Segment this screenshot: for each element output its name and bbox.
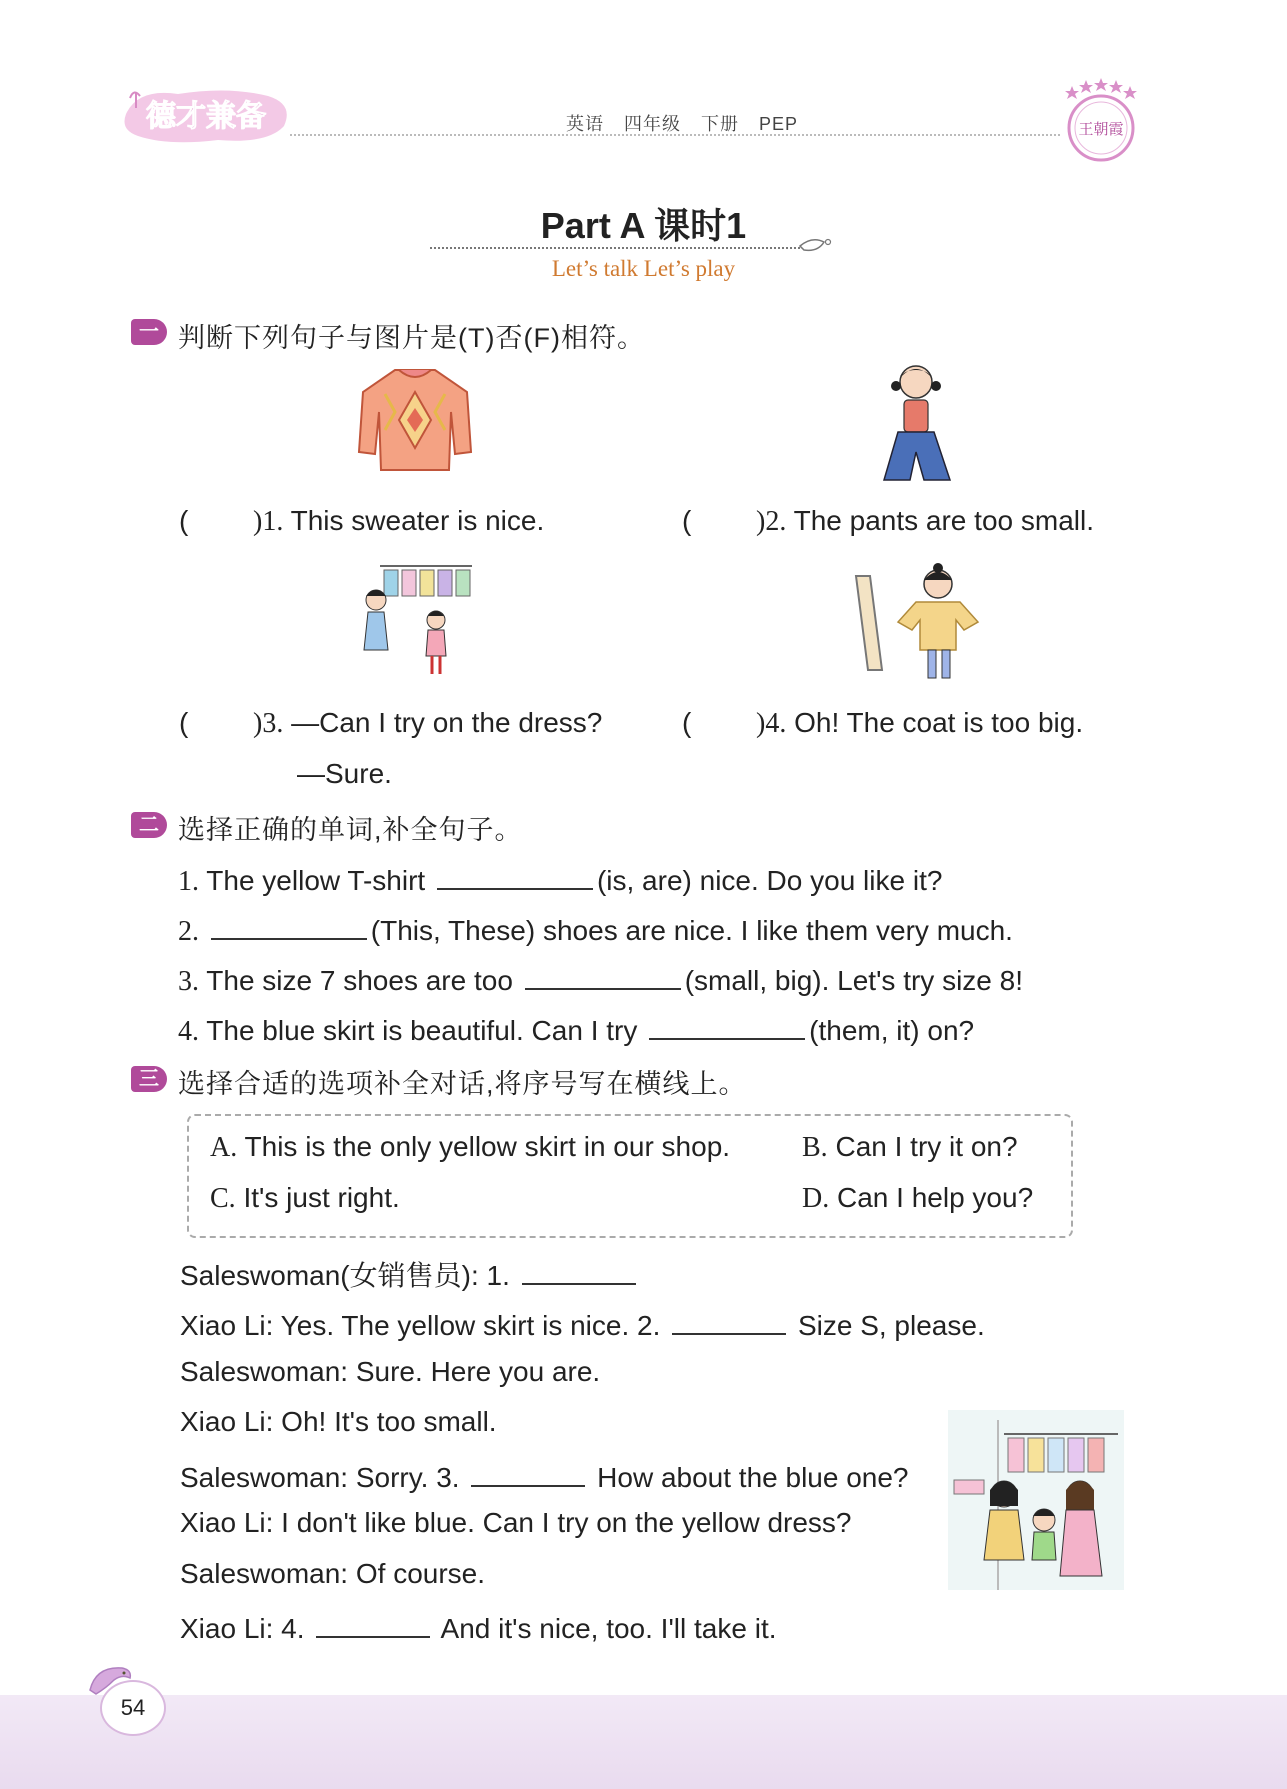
fill-item-1 — [178, 860, 942, 898]
dialogue-line-7: Saleswoman: Of course. — [180, 1558, 486, 1589]
dialogue-line-2-after: Size S, please. — [797, 1310, 985, 1341]
lesson-title: Part A 课时1 — [540, 205, 747, 246]
fill-item-4-after: (them, it) on? — [809, 1015, 975, 1046]
option-d-text: Can I help you? — [837, 1182, 1034, 1213]
answer-paren-3: ( — [179, 707, 189, 738]
dialogue-line-2-text: Xiao Li: Yes. The yellow skirt is nice. 2. — [180, 1310, 661, 1341]
answer-paren-4: ( — [682, 707, 692, 738]
tf-item-3-reply: —Sure. — [297, 758, 392, 789]
dialogue-line-1 — [180, 1254, 640, 1294]
option-b — [802, 1131, 1018, 1164]
answer-blank[interactable] — [211, 910, 367, 940]
dialogue-line-8-after: And it's nice, too. I'll take it. — [440, 1613, 777, 1644]
fill-item-4-num: 4. — [178, 1016, 199, 1047]
logo-text: 德才兼备 — [146, 99, 266, 134]
tf-item-4 — [756, 707, 1083, 740]
section-2-badge: 二 — [131, 812, 167, 838]
answer-blank[interactable] — [649, 1010, 805, 1040]
answer-paren-2: ( — [682, 505, 692, 536]
answer-blank[interactable] — [316, 1608, 430, 1638]
tf-item-1-num: )1. — [253, 506, 284, 537]
option-b-text: Can I try it on? — [835, 1131, 1018, 1162]
fill-item-1-after: (is, are) nice. Do you like it? — [596, 865, 943, 896]
tf-item-1 — [253, 505, 544, 538]
option-d — [802, 1182, 1033, 1215]
fill-item-3 — [178, 960, 1023, 998]
option-d-letter: D. — [802, 1183, 830, 1214]
option-c-text: It's just right. — [243, 1182, 400, 1213]
answer-blank[interactable] — [437, 860, 593, 890]
answer-paren-1: ( — [179, 505, 189, 536]
brand-logo — [118, 84, 294, 146]
answer-blank[interactable] — [471, 1457, 585, 1487]
tf-item-2 — [756, 505, 1094, 538]
dialogue-line-8-text: Xiao Li: 4. — [180, 1613, 305, 1644]
girl-pants-image — [876, 362, 956, 484]
answer-blank[interactable] — [522, 1255, 636, 1285]
dialogue-line-4: Xiao Li: Oh! It's too small. — [180, 1406, 497, 1437]
section-3-instruction: 选择合适的选项补全对话,将序号写在横线上。 — [178, 1069, 747, 1099]
option-c — [210, 1182, 400, 1215]
author-seal — [1060, 78, 1142, 164]
page-number: 54 — [100, 1680, 166, 1736]
dialogue-line-1-text: Saleswoman(女销售员): 1. — [180, 1260, 510, 1291]
dialogue-line-5-text: Saleswoman: Sorry. 3. — [180, 1462, 460, 1493]
option-a-text: This is the only yellow skirt in our shop. — [244, 1131, 731, 1162]
answer-blank[interactable] — [672, 1305, 786, 1335]
fill-item-3-after: (small, big). Let's try size 8! — [684, 965, 1024, 996]
fill-item-1-num: 1. — [178, 866, 199, 897]
tf-item-4-text: Oh! The coat is too big. — [794, 707, 1084, 738]
book-info: 英语 四年级 下册 PEP — [566, 114, 799, 134]
fill-item-4 — [178, 1010, 974, 1048]
leaf-icon — [798, 236, 832, 256]
tf-item-3 — [253, 707, 602, 740]
tf-item-3-text: —Can I try on the dress? — [291, 707, 603, 738]
section-3-badge: 三 — [131, 1066, 167, 1092]
tf-item-3-num: )3. — [253, 708, 284, 739]
shop-scene-image — [948, 1410, 1124, 1590]
girl-coat-image — [852, 560, 982, 684]
tf-item-4-num: )4. — [756, 708, 787, 739]
sweater-image — [355, 362, 475, 482]
option-c-letter: C. — [210, 1183, 236, 1214]
fill-item-2-after: (This, These) shoes are nice. I like them very much. — [370, 915, 1013, 946]
section-2-instruction: 选择正确的单词,补全句子。 — [178, 815, 523, 845]
fill-item-1-before: The yellow T-shirt — [206, 865, 426, 896]
dress-shop-image — [340, 560, 480, 680]
fill-item-2-num: 2. — [178, 916, 199, 947]
footer-band — [0, 1695, 1287, 1789]
section-1-instruction: 判断下列句子与图片是(T)否(F)相符。 — [178, 323, 645, 353]
seal-text: 王朝霞 — [1078, 120, 1124, 138]
lesson-subtitle: Let’s talk Let’s play — [551, 256, 736, 281]
fill-item-2 — [178, 910, 1013, 948]
fill-item-3-before: The size 7 shoes are too — [206, 965, 513, 996]
fill-item-4-before: The blue skirt is beautiful. Can I try — [206, 1015, 638, 1046]
option-a — [210, 1131, 730, 1164]
dialogue-line-5-after: How about the blue one? — [597, 1462, 909, 1493]
fill-item-3-num: 3. — [178, 966, 199, 997]
option-a-letter: A. — [210, 1132, 238, 1163]
dialogue-line-3: Saleswoman: Sure. Here you are. — [180, 1356, 601, 1387]
dialogue-line-5 — [180, 1457, 909, 1494]
title-divider — [430, 247, 800, 249]
tf-item-1-text: This sweater is nice. — [290, 505, 545, 536]
dialogue-line-2 — [180, 1305, 985, 1342]
tf-item-2-num: )2. — [756, 506, 787, 537]
option-b-letter: B. — [802, 1132, 828, 1163]
dialogue-line-8 — [180, 1608, 777, 1645]
section-1-badge: 一 — [131, 319, 167, 345]
answer-blank[interactable] — [525, 960, 681, 990]
tf-item-2-text: The pants are too small. — [793, 505, 1094, 536]
dialogue-line-6: Xiao Li: I don't like blue. Can I try on the yellow dress? — [180, 1507, 852, 1538]
